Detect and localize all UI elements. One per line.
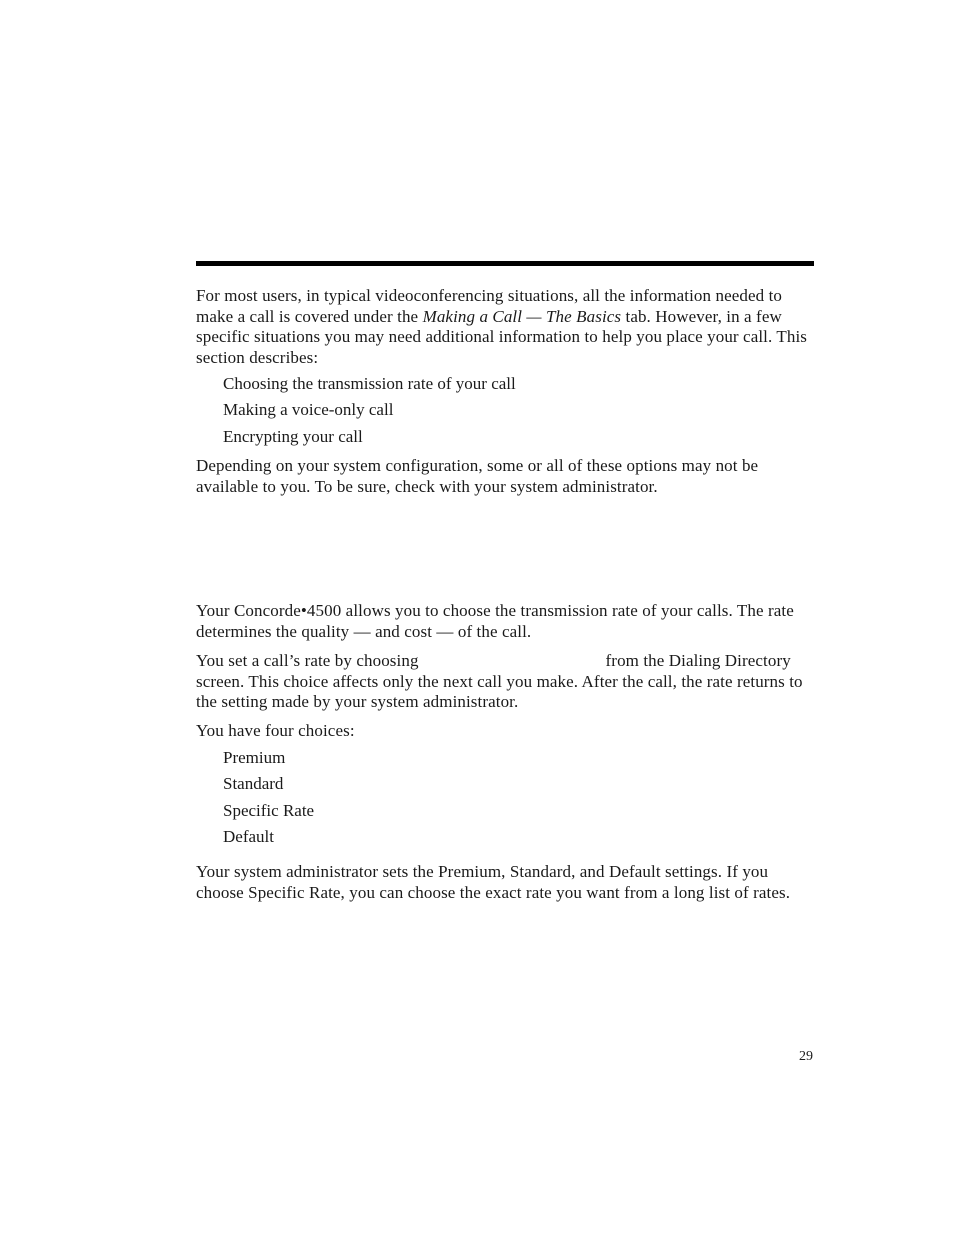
list-item: Default <box>223 827 274 846</box>
list-item: Specific Rate <box>223 801 315 820</box>
rate-intro-paragraph: Your Concorde•4500 allows you to choose the transmission rate of your calls. The rate determines the quality — and cost — of the call. <box>196 601 794 641</box>
choices-intro: You have four choices: <box>196 721 355 740</box>
intro-paragraph <box>196 286 816 369</box>
rate-setting-text-start: You set a call’s rate by choosing <box>196 651 419 670</box>
list-item: Choosing the transmission rate of your call <box>223 374 516 393</box>
section-rule <box>196 261 814 266</box>
availability-note: Depending on your system configuration, some or all of these options may not be available to you. To be sure, check with your system administrator. <box>196 456 759 496</box>
intro-text-start: For most users, in typical videoconferencing situations, all the information needed to make a call is covered under the <box>196 286 782 326</box>
intro-italic-reference: Making a Call — The Basics <box>422 306 622 326</box>
list-item: Making a voice-only call <box>223 400 394 419</box>
admin-settings-paragraph: Your system administrator sets the Premium, Standard, and Default settings. If you choose Specific Rate, you can choose the exact rate you want from a long list of rates. <box>196 862 791 902</box>
list-item: Premium <box>223 748 286 767</box>
list-item: Encrypting your call <box>223 427 363 446</box>
rate-setting-text-end: from the Dialing Directory screen. This choice affects only the next call you make. After the call, the rate returns to the setting made by your system administrator. <box>196 651 803 712</box>
rate-setting-paragraph <box>196 651 816 713</box>
intro-text-end: tab. However, in a few specific situations you may need additional information to help you place your call. This section describes: <box>196 306 807 368</box>
page-number: 29 <box>799 1049 813 1064</box>
list-item: Standard <box>223 774 284 793</box>
